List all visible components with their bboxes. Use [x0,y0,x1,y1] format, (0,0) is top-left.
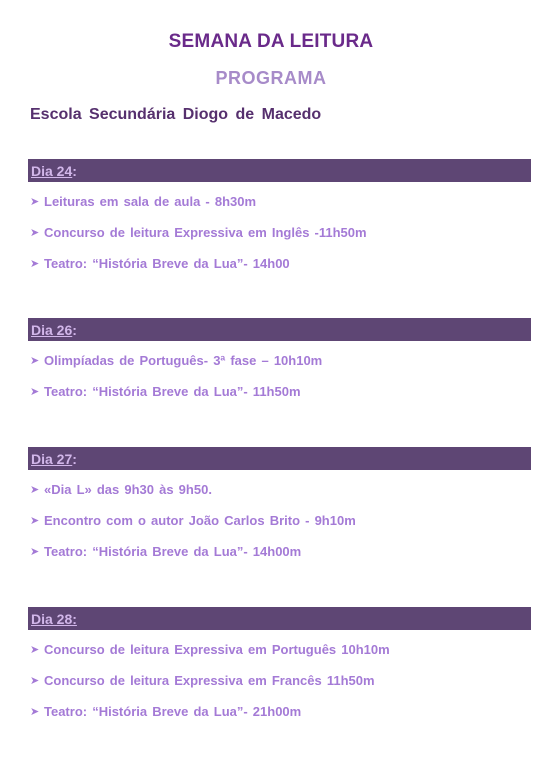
list-item [28,696,531,727]
day-section-28 [28,607,531,727]
day-label-colon: : [72,450,77,467]
day-header-bar [28,447,531,470]
day-section-26 [28,318,531,407]
list-item [28,376,531,407]
arrowhead-bullet-icon: ➤ [30,355,40,367]
day-section-27 [28,447,531,567]
list-item [28,634,531,665]
list-item [28,248,531,279]
page-title: SEMANA DA LEITURA [168,31,374,52]
item-text: «Dia L» das 9h30 às 9h50. [44,482,212,497]
list-item [28,474,531,505]
day-label: Dia 28: [31,610,77,627]
list-item [28,536,531,567]
list-item [28,345,531,376]
day-header-bar [28,607,531,630]
item-text: Concurso de leitura Expressiva em Inglês -11h50m [44,225,367,240]
arrowhead-bullet-icon: ➤ [30,546,40,558]
arrowhead-bullet-icon: ➤ [30,196,40,208]
arrowhead-bullet-icon: ➤ [30,258,40,270]
item-text: Leituras em sala de aula - 8h30m [44,194,257,209]
arrowhead-bullet-icon: ➤ [30,644,40,656]
arrowhead-bullet-icon: ➤ [30,515,40,527]
day-header-bar [28,318,531,341]
arrowhead-bullet-icon: ➤ [30,386,40,398]
list-item [28,217,531,248]
page-subtitle: PROGRAMA [215,68,327,88]
day-label: Dia 27 [31,450,73,467]
item-text: Teatro: “História Breve da Lua”- 14h00m [44,544,302,559]
item-text: Teatro: “História Breve da Lua”- 21h00m [44,704,302,719]
item-text: Olimpíadas de Português- 3ª fase – 10h10m [44,353,323,368]
item-text: Encontro com o autor João Carlos Brito - 9h10m [44,513,356,528]
arrowhead-bullet-icon: ➤ [30,675,40,687]
day-items-list [28,186,531,279]
day-label: Dia 24 [31,162,73,179]
item-text: Concurso de leitura Expressiva em Português 10h10m [44,642,390,657]
day-items-list [28,634,531,727]
day-header-bar [28,159,531,182]
arrowhead-bullet-icon: ➤ [30,227,40,239]
list-item [28,665,531,696]
item-text: Teatro: “História Breve da Lua”- 14h00 [44,256,290,271]
list-item [28,186,531,217]
item-text: Concurso de leitura Expressiva em Francês 11h50m [44,673,375,688]
school-name: Escola Secundária Diogo de Macedo [30,106,322,123]
day-section-24 [28,159,531,279]
arrowhead-bullet-icon: ➤ [30,484,40,496]
day-label: Dia 26 [31,321,73,338]
list-item [28,505,531,536]
day-label-colon: : [72,321,77,338]
arrowhead-bullet-icon: ➤ [30,706,40,718]
day-label-colon: : [72,162,77,179]
item-text: Teatro: “História Breve da Lua”- 11h50m [44,384,301,399]
day-items-list [28,474,531,567]
day-items-list [28,345,531,407]
